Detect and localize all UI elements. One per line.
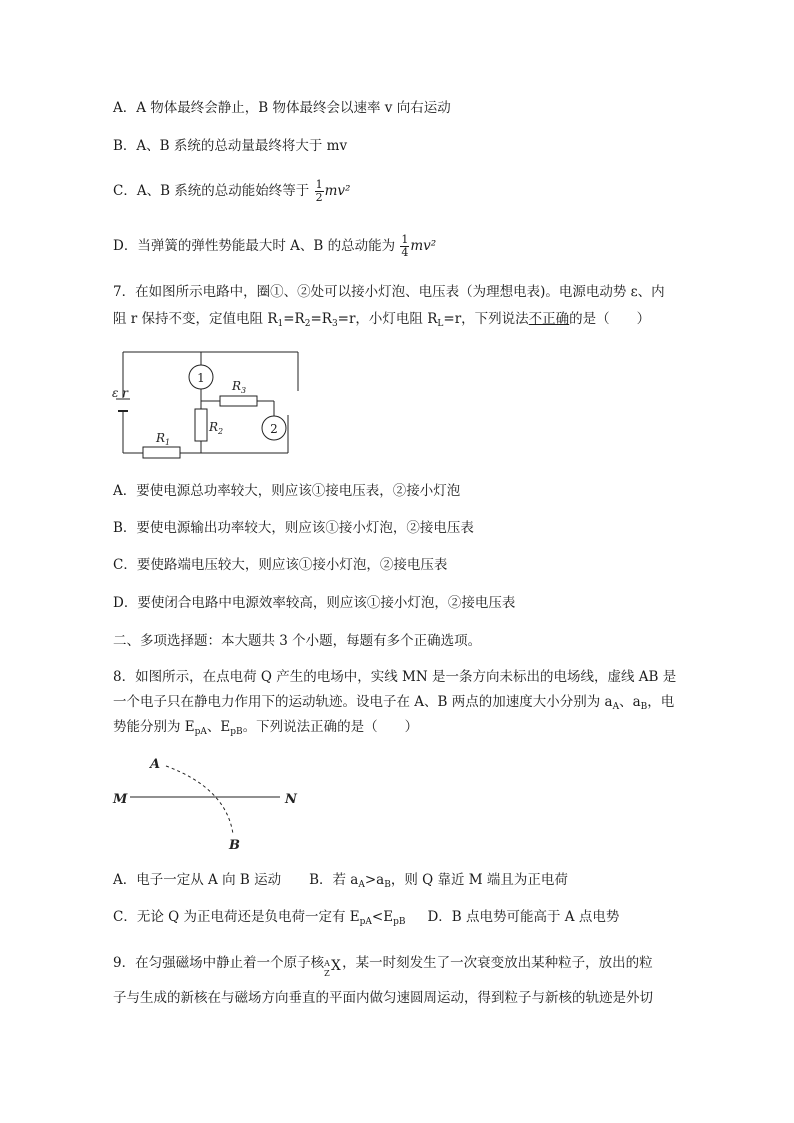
formula: mv²	[410, 238, 437, 254]
q9-stem-line2: 子与生成的新核在与磁场方向垂直的平面内做匀速圆周运动，得到粒子与新核的轨迹是外切	[113, 990, 653, 1006]
fraction: $\frac{1}{2}$	[315, 178, 323, 204]
label-n: N	[285, 792, 297, 807]
r2-label: $R_2$	[209, 420, 224, 436]
label-m: M	[113, 792, 128, 807]
meter-1-label: 1	[197, 371, 205, 385]
fraction: $\frac{1}{4}$	[401, 233, 409, 259]
source-label: ε r	[112, 386, 128, 400]
label-a: A	[150, 757, 161, 772]
q8-option-a: A．电子一定从 A 向 B 运动	[113, 872, 282, 888]
label-b: B	[229, 838, 240, 852]
q8-option-row1	[113, 870, 568, 895]
resistor-r2	[195, 409, 207, 441]
resistor-r1	[143, 447, 180, 458]
q7-stem-line1: 7．在如图所示电路中，圈①、②处可以接小灯泡、电压表（为理想电表)。电源电动势 ε、内	[113, 284, 665, 300]
q7-stem-line2: 阻 r 保持不变，定值电阻 $R_1=R_2=R_3=r$，小灯电阻 $R_L=r$，下列说法不正确的是（ ）	[113, 311, 651, 329]
q7-option-d: D．要使闭合电路中电源效率较高，则应该①接小灯泡，②接电压表	[113, 595, 516, 611]
formula: mv²	[324, 183, 351, 199]
q6-option-d-text: D．当弹簧的弹性势能最大时 A、B 的总动能为	[113, 238, 396, 254]
q9-stem-line1: 9．在匀强磁场中静止着一个原子核 A Z X ，某一时刻发生了一次衰变放出某种粒子，放出的粒	[113, 955, 653, 978]
underlined-word: 不正确	[528, 311, 570, 327]
q8-option-row2	[113, 907, 619, 932]
circuit-diagram	[108, 345, 308, 465]
q6-option-c-text: C．A、B 系统的总动能始终等于	[113, 183, 310, 199]
trajectory-ab	[166, 766, 233, 834]
r1-label: $R_1$	[156, 431, 171, 447]
section-heading: 二、多项选择题：本大题共 3 个小题，每题有多个正确选项。	[113, 633, 482, 649]
q8-stem-line3: 势能分别为 $E_{pA}$、$E_{pB}$。下列说法正确的是（ ）	[113, 719, 419, 737]
nucleus-symbol: A Z X	[324, 957, 341, 978]
field-line-figure	[108, 752, 308, 852]
q6-option-b: B．A、B 系统的总动量最终将大于 mv	[113, 138, 348, 154]
q8-stem-line2: 一个电子只在静电力作用下的运动轨迹。设电子在 A、B 两点的加速度大小分别为 $a_A$、$a_B$，电	[113, 694, 675, 712]
q8-stem-line1: 8．如图所示，在点电荷 Q 产生的电场中，实线 MN 是一条方向未标出的电场线，虚线 AB 是	[113, 669, 677, 685]
q6-option-c	[113, 179, 350, 204]
q8-option-c: C．无论 Q 为正电荷还是负电荷一定有 $E_{pA}<E_{pB}$	[113, 909, 406, 927]
q8-option-b: B．若 $a_A>a_B$，则 Q 靠近 M 端且为正电荷	[309, 872, 568, 890]
q6-option-d	[113, 234, 436, 259]
q7-option-b: B．要使电源输出功率较大，则应该①接小灯泡，②接电压表	[113, 520, 474, 536]
q8-option-d: D．B 点电势可能高于 A 点电势	[427, 909, 620, 925]
r3-label: $R_3$	[232, 379, 247, 395]
q6-option-a: A．A 物体最终会静止，B 物体最终会以速率 v 向右运动	[113, 100, 451, 116]
q7-option-c: C．要使路端电压较大，则应该①接小灯泡，②接电压表	[113, 557, 448, 573]
meter-2-label: 2	[270, 422, 278, 436]
q7-option-a: A．要使电源总功率较大，则应该①接电压表，②接小灯泡	[113, 483, 461, 499]
resistor-r3	[220, 396, 257, 406]
